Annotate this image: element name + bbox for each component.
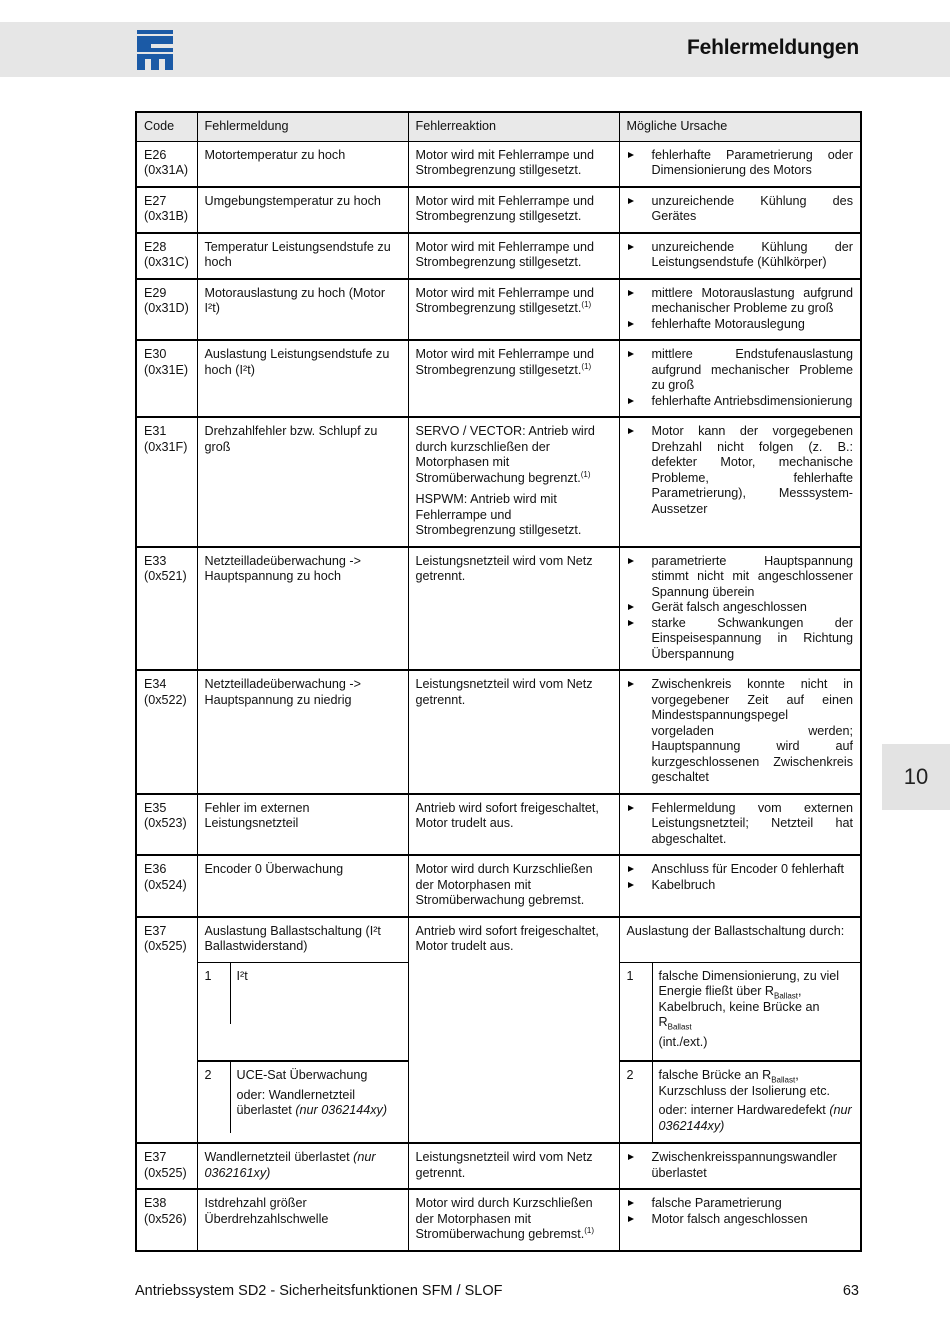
list-item: Motor falsch angeschlossen — [627, 1212, 854, 1228]
column-header-reaction: Fehlerreaktion — [408, 112, 619, 141]
reaction-cell: Leistungsnetzteil wird vom Netz getrennt. — [408, 547, 619, 671]
reaction-cell: Antrieb wird sofort freigeschaltet, Motor trudelt aus. — [408, 794, 619, 856]
table-row — [136, 187, 861, 233]
message-cell: Motorauslastung zu hoch (Motor I²t) — [197, 279, 408, 341]
cause-intro: Auslastung der Ballastschaltung durch: — [619, 917, 861, 963]
code-cell: E36 (0x524) — [136, 855, 197, 917]
table-row — [136, 141, 861, 187]
list-item: falsche Parametrierung — [627, 1196, 854, 1212]
reaction-cell: Antrieb wird sofort freigeschaltet, Motor trudelt aus. — [408, 917, 619, 1144]
reaction-cell: Motor wird mit Fehlerrampe und Strombegrenzung stillgesetzt. — [408, 187, 619, 233]
table-row — [136, 670, 861, 794]
table-row — [136, 547, 861, 671]
error-table — [135, 111, 862, 1252]
table-row — [136, 340, 861, 417]
message-cell: Auslastung Leistungsendstufe zu hoch (I²t) — [197, 340, 408, 417]
table-row — [136, 855, 861, 917]
cause-cell — [619, 1143, 861, 1189]
table-row — [136, 279, 861, 341]
list-item: Kabelbruch — [627, 878, 854, 894]
cause-cell — [619, 141, 861, 187]
sm-logo — [137, 30, 173, 70]
column-header-code: Code — [136, 112, 197, 141]
code-cell: E38 (0x526) — [136, 1189, 197, 1251]
sub-message-1: 1 I²t — [197, 962, 408, 1061]
table-header-row — [136, 112, 861, 141]
cause-cell — [619, 417, 861, 547]
message-cell: Istdrehzahl größer Überdrehzahlschwelle — [197, 1189, 408, 1251]
list-item: Gerät falsch angeschlossen — [627, 600, 854, 616]
cause-cell — [619, 187, 861, 233]
list-item: mittlere Endstufenauslastung aufgrund mechanischer Probleme zu groß — [627, 347, 854, 394]
table-row — [136, 417, 861, 547]
footer-document-title: Antriebssystem SD2 - Sicherheitsfunktionen SFM / SLOF — [135, 1283, 503, 1299]
cause-cell — [619, 340, 861, 417]
message-cell: Drehzahlfehler bzw. Schlupf zu groß — [197, 417, 408, 547]
column-header-cause: Mögliche Ursache — [619, 112, 861, 141]
code-cell: E27 (0x31B) — [136, 187, 197, 233]
reaction-cell: Motor wird durch Kurzschließen der Motorphasen mit Stromüberwachung gebremst. — [408, 855, 619, 917]
code-cell: E26 (0x31A) — [136, 141, 197, 187]
code-cell: E37 (0x525) — [136, 1143, 197, 1189]
row-e37-converter — [136, 1143, 861, 1189]
list-item: Fehlermeldung vom externen Leistungsnetzteil; Netzteil hat abgeschaltet. — [627, 801, 854, 848]
code-cell: E31 (0x31F) — [136, 417, 197, 547]
message-cell: Temperatur Leistungsendstufe zu hoch — [197, 233, 408, 279]
sub-cause-2: 2 falsche Brücke an $R_{Ballast}$, Kurzschluss der Isolierung etc. oder: interner Hardwaredefekt (nur 0362144xy) — [619, 1061, 861, 1144]
row-e37-ballast — [136, 917, 861, 1144]
list-item: fehlerhafte Parametrierung oder Dimensionierung des Motors — [627, 148, 854, 179]
reaction-cell: Motor wird durch Kurzschließen der Motorphasen mit Stromüberwachung gebremst.$^{(1)}$ — [408, 1189, 619, 1251]
cause-cell — [619, 233, 861, 279]
message-cell: Fehler im externen Leistungsnetzteil — [197, 794, 408, 856]
reaction-cell: Motor wird mit Fehlerrampe und Strombegrenzung stillgesetzt.$^{(1)}$ — [408, 340, 619, 417]
reaction-cell: Leistungsnetzteil wird vom Netz getrennt. — [408, 1143, 619, 1189]
sub-cause-1: 1 falsche Dimensionierung, zu viel Energie fließt über $R_{Ballast}$, Kabelbruch, keine Brücke an $R_{Ballast}$ (int./ext.) — [619, 962, 861, 1061]
message-cell: Motortemperatur zu hoch — [197, 141, 408, 187]
cause-cell — [619, 670, 861, 794]
list-item: unzureichende Kühlung der Leistungsendstufe (Kühlkörper) — [627, 240, 854, 271]
message-cell: Wandlernetzteil überlastet (nur 0362161xy) — [197, 1143, 408, 1189]
message-cell: Umgebungstemperatur zu hoch — [197, 187, 408, 233]
cause-cell — [619, 279, 861, 341]
list-item: starke Schwankungen der Einspeisespannung in Richtung Überspannung — [627, 616, 854, 663]
cause-cell — [619, 794, 861, 856]
code-cell: E33 (0x521) — [136, 547, 197, 671]
list-item: Motor kann der vorgegebenen Drehzahl nicht folgen (z. B.: defekter Motor, mechanische Probleme, fehlerhafte Parametrierung), Messsystem-Aussetzer — [627, 424, 854, 517]
page-title: Fehlermeldungen — [686, 36, 859, 59]
sub-message-2: 2 UCE-Sat Überwachung oder: Wandlernetzteil überlastet (nur 0362144xy) — [197, 1061, 408, 1144]
footer-page-number: 63 — [842, 1283, 859, 1299]
reaction-cell: Motor wird mit Fehlerrampe und Strombegrenzung stillgesetzt.$^{(1)}$ — [408, 279, 619, 341]
list-item: unzureichende Kühlung des Gerätes — [627, 194, 854, 225]
code-cell: E28 (0x31C) — [136, 233, 197, 279]
message-cell: Encoder 0 Überwachung — [197, 855, 408, 917]
message-cell: Netzteilladeüberwachung -> Hauptspannung zu hoch — [197, 547, 408, 671]
reaction-cell: Leistungsnetzteil wird vom Netz getrennt. — [408, 670, 619, 794]
list-item: mittlere Motorauslastung aufgrund mechanischer Probleme zu groß — [627, 286, 854, 317]
row-e38 — [136, 1189, 861, 1251]
reaction-cell: SERVO / VECTOR: Antrieb wird durch kurzschließen der Motorphasen mit Stromüberwachung begrenzt.$^{(1)}$ HSPWM: Antrieb wird mit Fehlerrampe und Strombegrenzung stillgesetzt. — [408, 417, 619, 547]
list-item: fehlerhafte Motorauslegung — [627, 317, 854, 333]
reaction-cell: Motor wird mit Fehlerrampe und Strombegrenzung stillgesetzt. — [408, 141, 619, 187]
chapter-tab: 10 — [882, 744, 950, 810]
list-item: Anschluss für Encoder 0 fehlerhaft — [627, 862, 854, 878]
code-cell: E35 (0x523) — [136, 794, 197, 856]
code-cell: E29 (0x31D) — [136, 279, 197, 341]
table-row — [136, 794, 861, 856]
cause-cell — [619, 547, 861, 671]
list-item: parametrierte Hauptspannung stimmt nicht mit angeschlossener Spannung überein — [627, 554, 854, 601]
cause-cell — [619, 855, 861, 917]
column-header-message: Fehlermeldung — [197, 112, 408, 141]
message-cell: Netzteilladeüberwachung -> Hauptspannung zu niedrig — [197, 670, 408, 794]
list-item: Zwischenkreis konnte nicht in vorgegebener Zeit auf einen Mindestspannungspegel vorgeladen werden; Hauptspannung wird auf kurzgeschlossenen Zwischenkreis geschaltet — [627, 677, 854, 786]
code-cell: E30 (0x31E) — [136, 340, 197, 417]
reaction-cell: Motor wird mit Fehlerrampe und Strombegrenzung stillgesetzt. — [408, 233, 619, 279]
code-cell: E37 (0x525) — [136, 917, 197, 1144]
message-cell: Auslastung Ballastschaltung (I²t Ballastwiderstand) — [197, 917, 408, 963]
list-item: fehlerhafte Antriebsdimensionierung — [627, 394, 854, 410]
code-cell: E34 (0x522) — [136, 670, 197, 794]
cause-cell — [619, 1189, 861, 1251]
list-item: Zwischenkreisspannungswandler überlastet — [627, 1150, 854, 1181]
table-row — [136, 233, 861, 279]
